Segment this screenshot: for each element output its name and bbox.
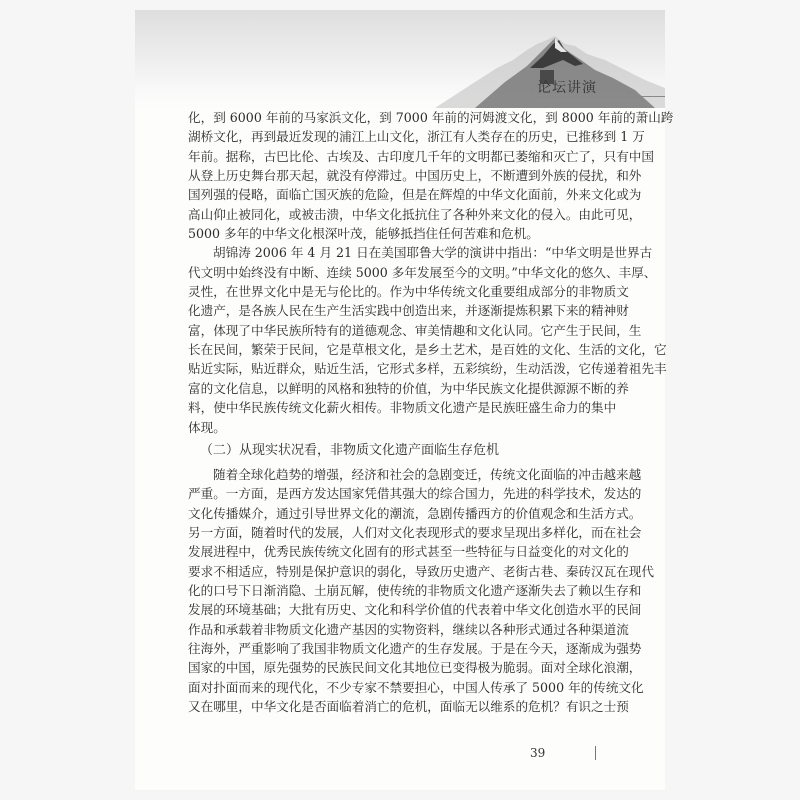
- text-line: 面对扑面而来的现代化，不少专家不禁要担心，中国人传承了 5000 年的传统文化: [188, 679, 644, 695]
- text-line: 料，使中华民族传统文化薪火相传。非物质文化遗产是民族旺盛生命力的集中: [188, 400, 617, 416]
- text-line: 贴近实际，贴近群众，贴近生活，它形式多样，五彩缤纷，生动活泼，它传递着祖先丰: [188, 361, 667, 377]
- text-line: 体现。: [188, 419, 226, 435]
- text-line: 另一方面，随着时代的发展，人们对文化表现形式的要求呈现出多样化，而在社会: [188, 524, 642, 540]
- text-line: 湖桥文化，再到最近发现的浦江上山文化，浙江有人类存在的历史，已推移到 1 万: [188, 129, 645, 145]
- text-line: 又在哪里，中华文化是否面临着消亡的危机，面临无以维系的危机？有识之士预: [188, 698, 629, 714]
- header-divider: [532, 78, 533, 96]
- section-label: 论坛讲演: [537, 80, 597, 96]
- text-line: 发展进程中，优秀民族传统文化固有的形式甚至一些特征与日益变化的对文化的: [188, 544, 629, 560]
- paragraph-3: [188, 465, 654, 716]
- text-line: 长在民间，繁荣于民间，它是草根文化，是乡土艺术，是百姓的文化、生活的文化，它: [188, 342, 667, 358]
- text-line: 灵性，在世界文化中是无与伦比的。作为中华传统文化重要组成部分的非物质文: [188, 284, 629, 300]
- text-line: 胡锦涛 2006 年 4 月 21 日在美国耶鲁大学的演讲中指出：“中华文明是世界古: [213, 245, 653, 261]
- text-line: 代文明中始终没有中断、连续 5000 多年发展至今的文明。”中华文化的悠久、丰厚、: [188, 264, 657, 280]
- text-line: 富的文化信息，以鲜明的风格和独特的价值，为中华民族文化提供源源不断的养: [188, 380, 629, 396]
- text-line: 富，体现了中华民族所特有的道德观念、审美情趣和文化认同。它产生于民间，生: [188, 322, 642, 338]
- text-line: 国家的中国，原先强势的民族民间文化其地位已变得极为脆弱。面对全球化浪潮，: [188, 660, 642, 676]
- text-line: 国列强的侵略，面临亡国灭族的危险，但是在辉煌的中华文化面前，外来文化或为: [188, 187, 642, 203]
- body-text: [188, 108, 674, 716]
- text-line: 往海外，严重影响了我国非物质文化遗产的生存发展。于是在今天，逐渐成为强势: [188, 640, 642, 656]
- paragraph-2: [188, 243, 667, 436]
- text-line: 严重。一方面，是西方发达国家凭借其强大的综合国力，先进的科学技术，发达的: [188, 486, 642, 502]
- text-line: 化，到 6000 年前的马家浜文化，到 7000 年前的河姆渡文化，到 8000 年前的萧山跨: [188, 110, 674, 125]
- text-line: 文化传播媒介，通过引导世界文化的潮流，急剧传播西方的价值观念和生活方式。: [188, 505, 642, 521]
- header-rule: [532, 96, 665, 97]
- text-line: 化遗产，是各族人民在生产生活实践中创造出来，并逐渐提炼积累下来的精神财: [188, 303, 629, 319]
- text-line: 从登上历史舞台那天起，就没有停滞过。中国历史上，不断遭到外族的侵扰，和外: [188, 168, 642, 184]
- text-line: 高山仰止被同化，或被击溃，中华文化抵抗住了各种外来文化的侵入。由此可见，: [188, 206, 642, 222]
- text-line: 年前。据称，古巴比伦、古埃及、古印度几千年的文明都已萎缩和灭亡了，只有中国: [188, 148, 654, 164]
- text-line: 作品和承载着非物质文化遗产基因的实物资料，继续以各种形式通过各种渠道流: [188, 621, 629, 637]
- paragraph-1: [188, 108, 674, 243]
- page-number-bar: [595, 746, 596, 760]
- text-line: 化的口号下日渐消隐、土崩瓦解，使传统的非物质文化遗产逐渐失去了赖以生存和: [188, 582, 642, 598]
- text-line: 要求不相适应，特别是保护意识的弱化，导致历史遗产、老街古巷、秦砖汉瓦在现代: [188, 563, 654, 579]
- page-number: 39: [530, 746, 546, 760]
- text-line: 发展的环境基础；大批有历史、文化和科学价值的代表着中华文化创造水平的民间: [188, 602, 642, 618]
- text-line: 5000 多年的中华文化根深叶茂，能够抵挡住任何苦难和危机。: [188, 226, 539, 242]
- section-heading: （二）从现实状况看，非物质文化遗产面临生存危机: [200, 442, 500, 458]
- text-line: 随着全球化趋势的增强，经济和社会的急剧变迁，传统文化面临的冲击越来越: [213, 466, 642, 482]
- book-page: [135, 10, 674, 790]
